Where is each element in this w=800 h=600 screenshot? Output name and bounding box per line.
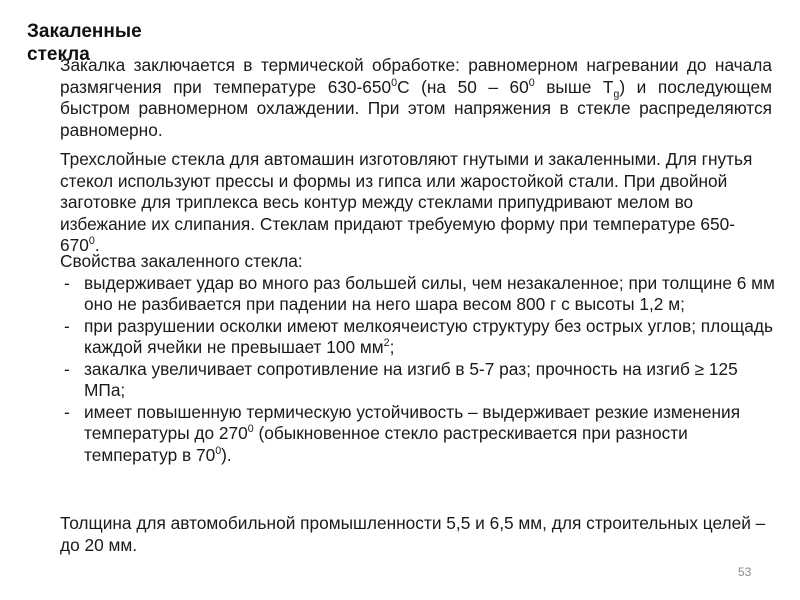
list-item bbox=[60, 359, 780, 402]
properties-section bbox=[60, 251, 780, 466]
text-run: имеет повышенную термическую устойчивость – выдерживает резкие изменения температуры до 270 bbox=[84, 401, 741, 443]
text-run: закалка увеличивает сопротивление на изгиб в 5-7 раз; прочность на изгиб ≥ 125 МПа; bbox=[84, 358, 738, 400]
properties-list bbox=[60, 273, 780, 467]
text-run: Трехслойные стекла для автомашин изготовляют гнутыми и закаленными. Для гнутья стекол используют прессы и формы из гипса или жаростойкой стали. При двойной заготовке для триплекса весь контур между стеклами припудривают мелом во избежание их слипания. Стеклам придают требуемую форму при температуре 650-670 bbox=[60, 149, 753, 255]
unit-superscript: 2 bbox=[383, 337, 390, 350]
properties-heading: Свойства закаленного стекла: bbox=[60, 251, 303, 271]
list-item bbox=[60, 316, 780, 359]
triplex-paragraph bbox=[60, 149, 772, 257]
degree-superscript: 0 bbox=[247, 423, 254, 436]
degree-superscript: 0 bbox=[215, 444, 222, 457]
degree-superscript: 0 bbox=[391, 76, 398, 89]
text-run: . bbox=[94, 235, 100, 255]
text-run: при разрушении осколки имеют мелкоячеистую структуру без острых углов; площадь каждой ячейки не превышает 100 мм bbox=[84, 315, 773, 357]
text-run: ). bbox=[221, 444, 232, 465]
text-run: выше Т bbox=[534, 76, 614, 97]
thickness-paragraph: Толщина для автомобильной промышленности 5,5 и 6,5 мм, для строительных целей – до 20 мм. bbox=[60, 513, 766, 555]
degree-superscript: 0 bbox=[88, 235, 95, 248]
text-run: С (на 50 – 60 bbox=[397, 76, 529, 97]
text-run: ) и последующем быстром равномерном охлаждении. При этом напряжения в стекле распределяются равномерно. bbox=[60, 76, 772, 140]
text-run: (обыкновенное стекло растрескивается при разности температур в 70 bbox=[84, 423, 688, 465]
degree-superscript: 0 bbox=[528, 76, 535, 89]
text-run: Закалка заключается в термической обработке: равномерном нагревании до начала размягчения при температуре 630-650 bbox=[60, 55, 772, 97]
hardening-paragraph bbox=[60, 55, 772, 141]
text-run: выдерживает удар во много раз большей силы, чем незакаленное; при толщине 6 мм оно не разбивается при падении на него шара весом 800 г с высоты 1,2 м; bbox=[84, 272, 775, 314]
glass-transition-subscript: g bbox=[613, 87, 620, 100]
page-number: 53 bbox=[738, 565, 752, 579]
text-run: ; bbox=[389, 337, 395, 357]
slide-title: Закаленные стекла bbox=[27, 21, 142, 65]
list-item bbox=[60, 402, 780, 467]
list-item bbox=[60, 273, 780, 316]
